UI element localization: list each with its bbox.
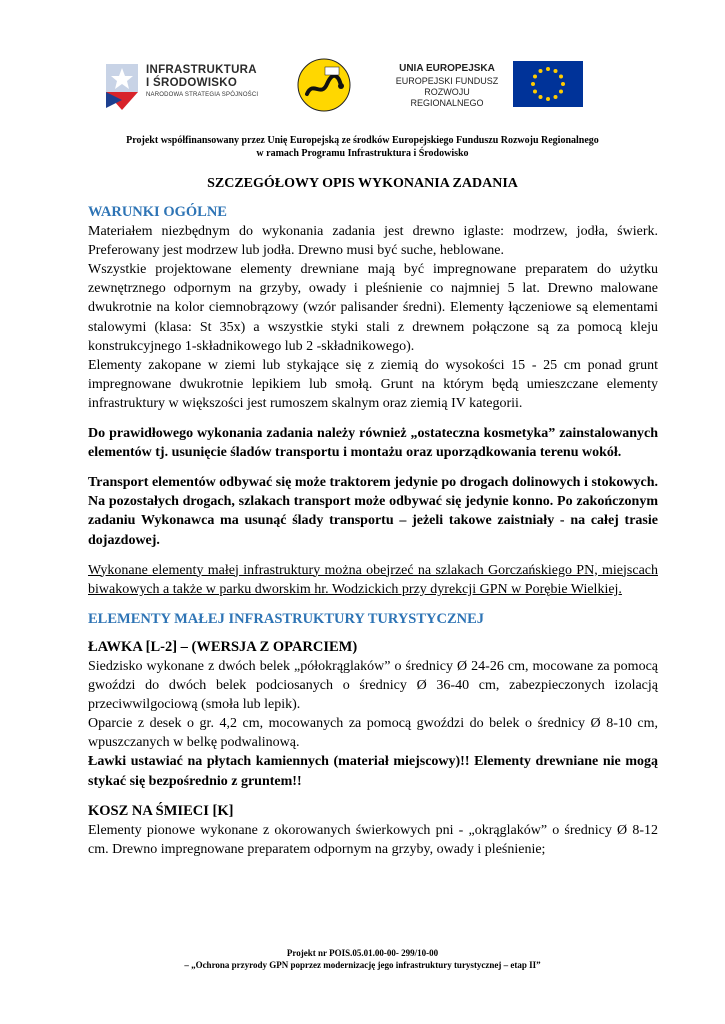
paragraph-bench-warning: Ławki ustawiać na płytach kamiennych (materiał miejscowy)!! Elementy drewniane nie mogą stykać się bezpośrednio z gruntem!! [88,754,658,789]
bin-heading: KOSZ NA ŚMIECI [K] [88,802,234,819]
paragraph-transport: Transport elementów odbywać się może traktorem jedynie po drogach dolinowych i stokowych. Na pozostałych drogach, szlakach transport może odbywać się jedynie konno. Po zakończonym zadaniu Wykonawca ma usunąć ślady transportu – jeżeli takowe zaistniały - na całej trasie dojazdowej. [88,475,658,548]
logo-text-infrastruktura: INFRASTRUKTURA [146,64,257,76]
paragraph-cosmetics: Do prawidłowego wykonania zadania należy również „ostateczna kosmetyka” zainstalowanych elementów tj. usunięcie śladów transportu i montażu oraz uporządkowania terenu wokół. [88,426,658,461]
paragraph-bench-seat: Siedzisko wykonane z dwóch belek „półokrąglaków” o średnicy Ø 24-26 cm, mocowane za pomocą gwoździ do dwóch belek podciosanych o średnicy Ø 36-40 cm, zabezpieczonych izolacją przeciwwilgociową (smoła lub lepik). [88,658,658,713]
eu-fund-logo-text [388,62,506,109]
eu-fund-line: EUROPEJSKI FUNDUSZ [395,76,499,86]
eu-regional-line: ROZWOJU REGIONALNEGO [410,87,484,108]
gpn-salamander-logo [297,58,351,112]
star-flag-icon [104,62,140,112]
logo-text-srodowisko: I ŚRODOWISKO [146,77,238,89]
paragraph-material: Materiałem niezbędnym do wykonania zadania jest drewno iglaste: modrzew, jodła, świerk. Preferowany jest modrzew lub jodła. Drewno musi być suche, heblowane. [88,224,658,259]
bench-heading: ŁAWKA [L-2] – (WERSJA Z OPARCIEM) [88,638,358,655]
document-body [88,203,658,859]
paragraph-examples: Wykonane elementy małej infrastruktury można obejrzeć na szlakach Gorczańskiego PN, miejscach biwakowych a także w parku dworskim hr. Wodzickich przy dyrekcji GPN w Porębie Wielkiej. [88,562,658,597]
footer-project-title: – „Ochrona przyrody GPN poprzez modernizację jego infrastruktury turystycznej – etap II” [184,960,541,970]
cofinancing-note [0,134,725,160]
page-footer [0,947,725,971]
eu-title: UNIA EUROPEJSKA [399,63,495,74]
document-title: SZCZEGÓŁOWY OPIS WYKONANIA ZADANIA [207,176,518,191]
eu-flag-icon [513,61,583,107]
paragraph-bin: Elementy pionowe wykonane z okorowanych świerkowych pni - „okrąglaków” o średnicy Ø 8-12 cm. Drewno impregnowane preparatem odpornym na grzyby, owady i pleśnienie; [88,822,658,857]
paragraph-bench-backrest: Oparcie z desek o gr. 4,2 cm, mocowanych za pomocą gwoździ do belek o średnicy Ø 8-10 cm, wpuszczanych w belkę podwalinową. [88,716,658,751]
logo-text-strategy: NARODOWA STRATEGIA SPÓJNOŚCI [146,92,259,98]
section-heading-elements: ELEMENTY MAŁEJ INFRASTRUKTURY TURYSTYCZNEJ [88,610,485,627]
logo-bar [0,52,725,122]
footer-project-number: Projekt nr POIS.05.01.00-00- 299/10-00 [286,948,439,958]
section-heading-general: WARUNKI OGÓLNE [88,204,227,220]
cofinancing-line-2: w ramach Programu Infrastruktura i Środowisko [256,148,469,159]
cofinancing-line-1: Projekt współfinansowany przez Unię Europejską ze środków Europejskiego Funduszu Rozwoju Regionalnego [126,135,599,146]
infrastruktura-srodowisko-logo [104,60,269,115]
paragraph-impregnation: Wszystkie projektowane elementy drewniane mają być impregnowane preparatem do użytku zewnętrznego odpornym na grzyby, owady i pleśnienie co najmniej 5 lat. Drewno malowane dwukrotnie na kolor ciemnobrązowy (wzór palisander średni). Elementy łączeniowe są elementami stalowymi (klasa: St 35x) a wszystkie styki stali z drewnem połączone są za pomocą kleju konstrukcyjnego 1-składnikowego lub 2 -składnikowego). [88,262,658,354]
paragraph-ground-contact: Elementy zakopane w ziemi lub stykające się z ziemią do wysokości 15 - 25 cm ponad grunt impregnowane dwukrotnie lepikiem lub smołą. Grunt na którym będą umieszczane elementy infrastruktury w większości jest rumoszem skalnym oraz ziemią IV kategorii. [88,357,658,411]
